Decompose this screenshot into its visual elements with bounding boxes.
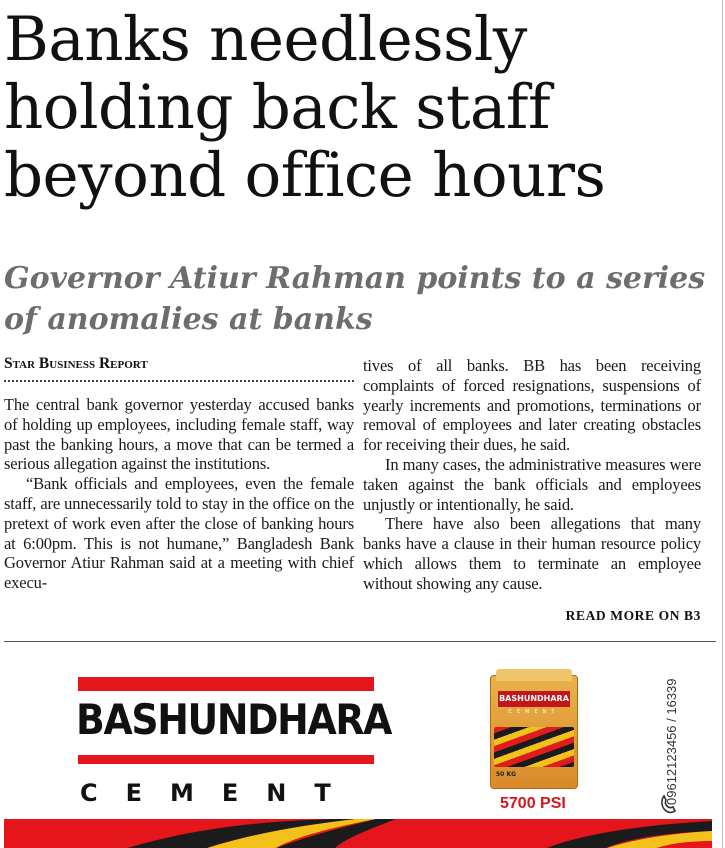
bag-stripes — [494, 727, 574, 767]
cement-bag-image — [490, 669, 578, 789]
advertisement[interactable] — [4, 655, 712, 848]
phone-icon — [659, 792, 681, 814]
paragraph: tives of all banks. BB has been receiving complaints of forced resignations, suspensions of yearly increments and promotions, terminations or removal of employees and later creating obstacles for receiving their dues, he said. — [363, 356, 701, 455]
article-column-right — [363, 356, 701, 594]
bag-top — [496, 669, 572, 681]
read-more-link[interactable]: READ MORE ON B3 — [565, 608, 701, 623]
bag-weight-label: 50 KG — [496, 771, 517, 778]
paragraph: “Bank officials and employees, even the female staff, are unnecessarily told to stay in the office on the pretext of work even after the close of banking hours at 6:00pm. This is not humane,” Bangladesh Bank Governor Atiur Rahman said at a meeting with chief execu- — [4, 474, 354, 593]
bag-brand-label: BASHUNDHARA — [498, 691, 570, 707]
ad-strength-label: 5700 PSI — [500, 795, 566, 812]
bag-sub-label: CEMENT — [508, 709, 560, 715]
paragraph: There have also been allegations that many banks have a clause in their human resource policy which allows them to terminate an employee without showing any cause. — [363, 514, 701, 593]
ad-phone-number: 09612123456 / 16339 — [664, 678, 679, 805]
section-divider — [4, 641, 716, 642]
ad-red-bar-top — [78, 677, 374, 691]
ad-brand-name: BASHUNDHARA — [76, 695, 392, 744]
byline-divider — [4, 380, 354, 382]
paragraph: In many cases, the administrative measures were taken against the bank officials and employees unjustly or intentionally, he said. — [363, 454, 701, 514]
article-column-left — [4, 395, 354, 593]
article-subheadline: Governor Atiur Rahman points to a series of anomalies at banks — [4, 261, 706, 337]
page-edge — [722, 0, 723, 848]
paragraph: The central bank governor yesterday accused banks of holding up employees, including female staff, way past the banking hours, a move that can be termed a serious allegation against the institutions. — [4, 395, 354, 474]
ad-red-bar-middle — [78, 755, 374, 764]
article-headline: Banks needlessly holding back staff beyond office hours — [4, 4, 606, 211]
ad-tagline: CEMENT — [80, 779, 359, 807]
article-byline: Star Business Report — [4, 355, 148, 372]
ad-color-stripes — [4, 819, 712, 848]
